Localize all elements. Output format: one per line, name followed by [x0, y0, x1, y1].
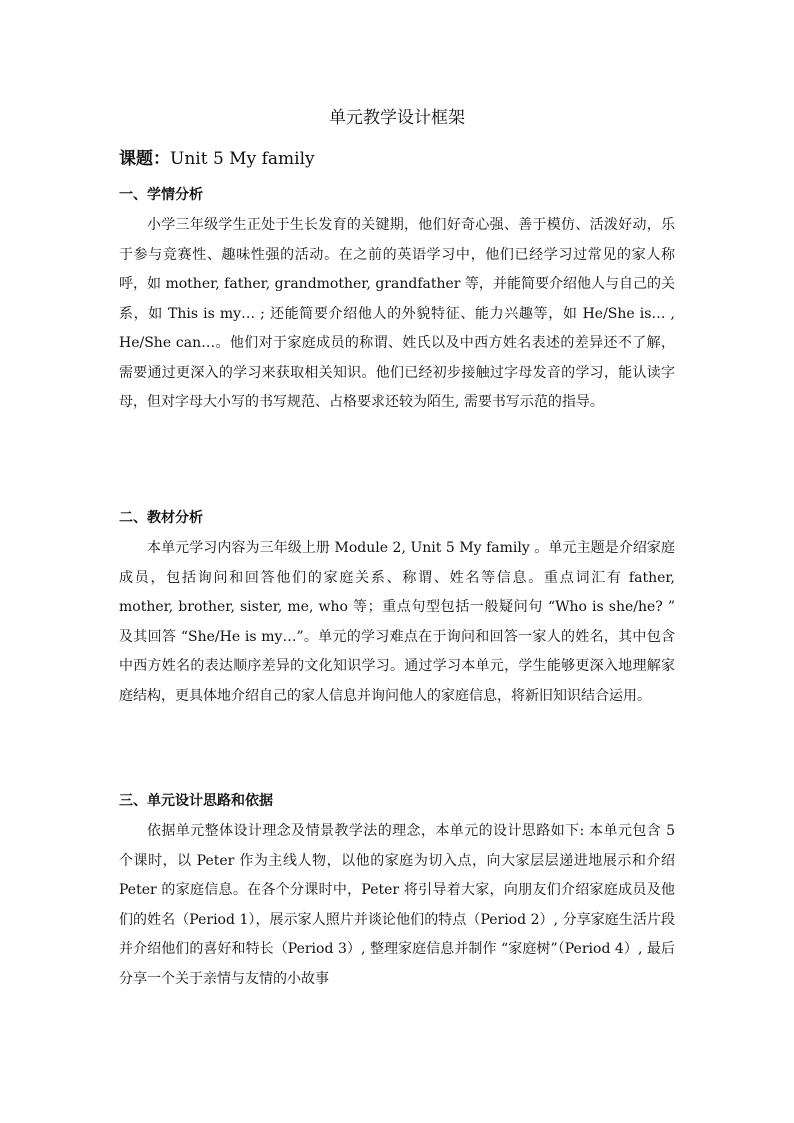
section-textbook-analysis	[119, 507, 675, 711]
subject-line	[119, 146, 315, 172]
section-heading: 二、教材分析	[119, 510, 203, 526]
section-body: 本单元学习内容为三年级上册 Module 2, Unit 5 My family 。单元主题是介绍家庭成员，包括询问和回答他们的家庭关系、称谓、姓名等信息。重点词汇有 father, mother, brother, sister, me, who 等；重点句型包括一般疑问句 “Who is she/he? ” 及其回答 “She/He is my…”。单元的学习难点在于询问和回答一家人的姓名，其中包含中西方姓名的表达顺序差异的文化知识学习。通过学习本单元，学生能够更深入地理解家庭结构，更具体地介绍自己的家人信息并询问他人的家庭信息，将新旧知识结合运用。	[119, 540, 675, 704]
document-title: 单元教学设计框架	[329, 108, 465, 128]
section-body: 依据单元整体设计理念及情景教学法的理念，本单元的设计思路如下: 本单元包含 5 个课时，以 Peter 作为主线人物，以他的家庭为切入点，向大家层层递进地展示和介绍 Peter 的家庭信息。在各个分课时中，Peter 将引导着大家，向朋友们介绍家庭成员及他们的姓名（Period 1），展示家人照片并谈论他们的特点（Period 2）, 分享家庭生活片段并介绍他们的喜好和特长（Period 3）, 整理家庭信息并制作 “家庭树”（Period 4）, 最后分享一个关于亲情与友情的小故事	[119, 823, 675, 987]
section-design-rationale	[119, 790, 675, 994]
section-learner-analysis	[119, 184, 675, 418]
subject-label: 课题：	[119, 149, 170, 169]
subject-value: Unit 5 My family	[170, 149, 315, 169]
section-body: 小学三年级学生正处于生长发育的关键期，他们好奇心强、善于模仿、活泼好动，乐于参与竞赛性、趣味性强的活动。在之前的英语学习中，他们已经学习过常见的家人称呼，如 mother, father, grandmother, grandfather 等，并能简要介绍他人与自己的关系，如 This is my… ; 还能简要介绍他人的外貌特征、能力兴趣等，如 He/She is… , He/She can…。他们对于家庭成员的称谓、姓氏以及中西方姓名表述的差异还不了解，需要通过更深入的学习来获取相关知识。他们已经初步接触过字母发音的学习，能认读字母，但对字母大小写的书写规范、占格要求还较为陌生, 需要书写示范的指导。	[119, 217, 675, 410]
section-heading: 三、单元设计思路和依据	[119, 793, 273, 809]
section-heading: 一、学情分析	[119, 187, 203, 203]
